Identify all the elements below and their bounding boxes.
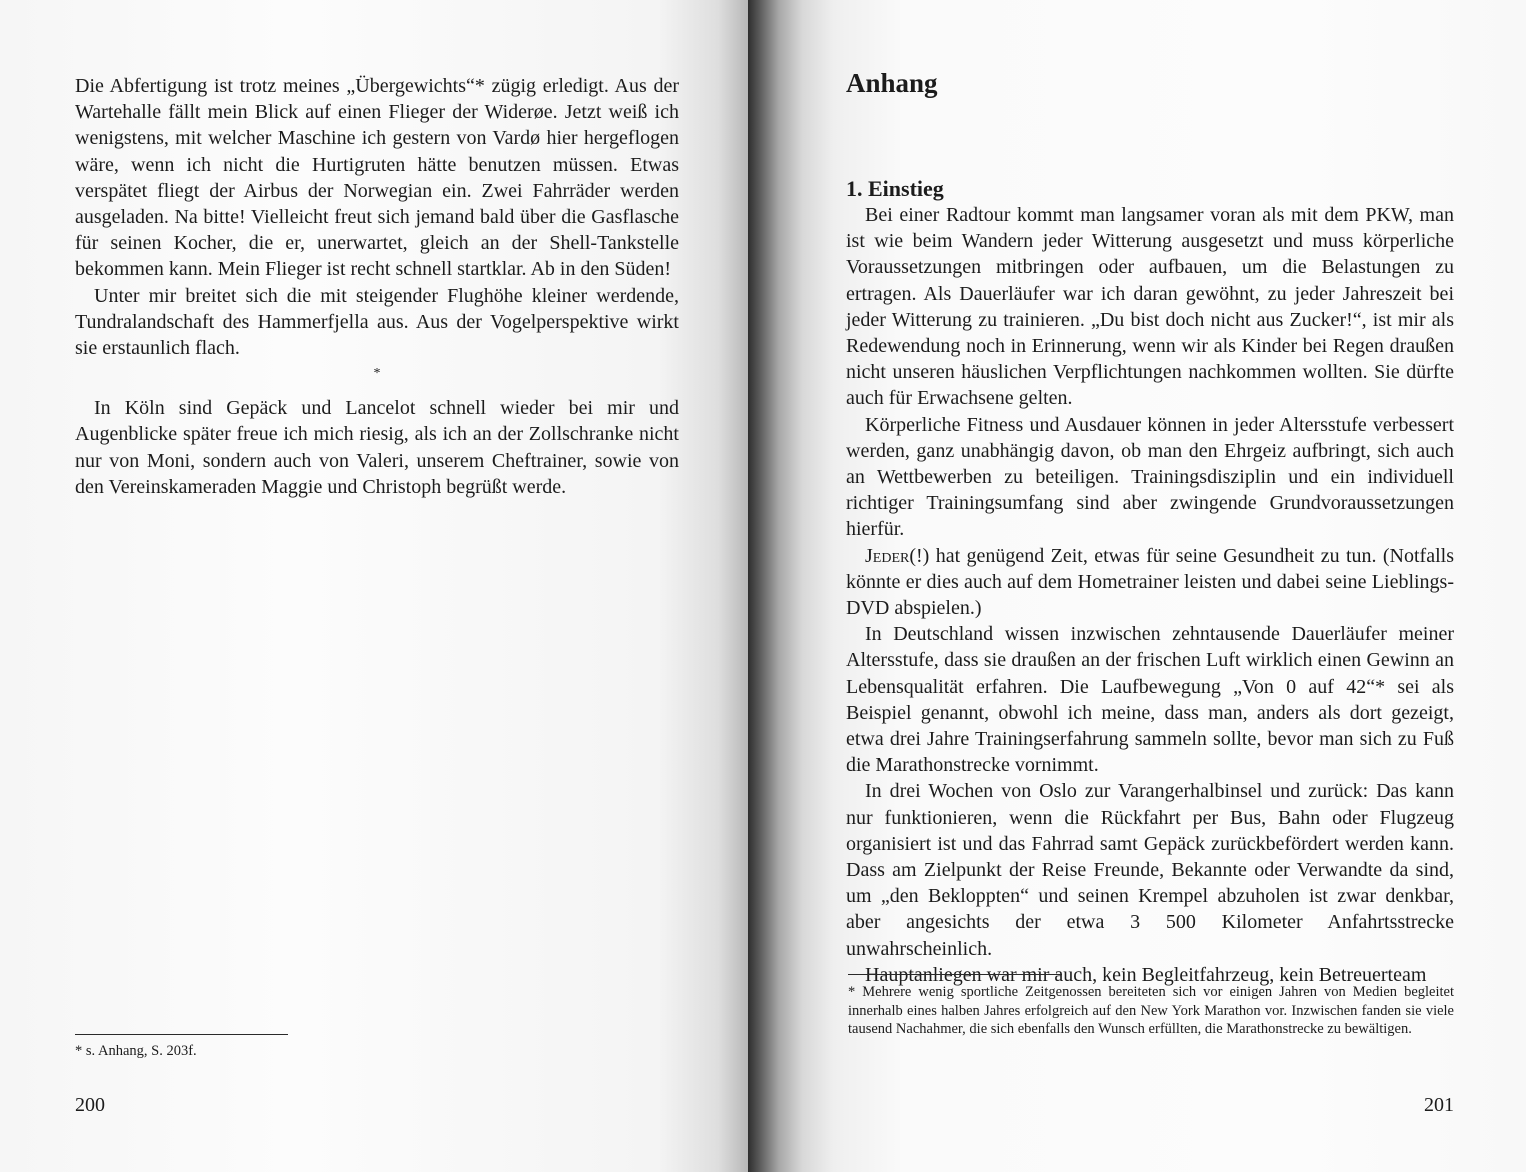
footnote-divider: [848, 974, 1062, 975]
page-number: 201: [1424, 1094, 1454, 1116]
left-page-body: [75, 73, 679, 500]
section-title: 1. Einstieg: [846, 176, 944, 201]
chapter-title: Anhang: [846, 68, 938, 98]
footnote-divider: [75, 1034, 288, 1035]
body-paragraph: Die Abfertigung ist trotz meines „Übergewichts“* zügig erledigt. Aus der Wartehalle fällt mein Blick auf einen Flieger der Widerøe. Jetzt weiß ich wenigstens, mit welcher Maschine ich gestern von Vardø hier hergeflogen wäre, wenn ich nicht die Hurtigruten hätte benutzen müssen. Etwas verspätet fliegt der Airbus der Norwegian ein. Zwei Fahrräder werden ausgeladen. Na bitte! Vielleicht freut sich jemand bald über die Gasflasche für seinen Kocher, die er, unerwartet, gleich an der Shell-Tankstelle bekommen kann. Mein Flieger ist recht schnell startklar. Ab in den Süden!: [75, 75, 679, 281]
section-separator: *: [373, 366, 381, 382]
body-paragraph: Körperliche Fitness und Ausdauer können in jeder Altersstufe verbessert werden, ganz unabhängig davon, ob man den Ehrgeiz aufbringt, sich auch an Wettbewerben zu beteiligen. Trainingsdisziplin und ein individuell richtiger Trainingsumfang sind aber zwingende Grundvoraussetzungen hierfür.: [846, 413, 1454, 541]
body-paragraph: In drei Wochen von Oslo zur Varangerhalbinsel und zurück: Das kann nur funktionieren, wenn die Rückfahrt per Bus, Bahn oder Flugzeug organisiert ist und das Fahrrad samt Gepäck zurückbefördert werden kann. Dass am Zielpunkt der Reise Freunde, Bekannte oder Verwandte da sind, um „den Bekloppten“ und seinen Krempel abzuholen ist zwar denkbar, aber angesichts der etwa 3 500 Kilometer Anfahrtsstrecke unwahrscheinlich.: [846, 780, 1454, 960]
page-number: 200: [75, 1094, 105, 1116]
body-paragraph: Unter mir breitet sich die mit steigender Flughöhe kleiner werdende, Tundralandschaft des Hammerfjella aus. Aus der Vogelperspektive wirkt sie erstaunlich flach.: [75, 284, 679, 360]
footnote: * Mehrere wenig sportliche Zeitgenossen bereiteten sich vor einigen Jahren von Medien begleitet innerhalb eines halben Jahres erfolgreich auf den New York Marathon vor. Inzwischen fanden sie viele tausend Nachahmer, die sich ebenfalls den Wunsch erfüllten, die Marathonstrecke zu bewältigen.: [848, 984, 1454, 1037]
footnote: * s. Anhang, S. 203f.: [75, 1043, 197, 1059]
body-paragraph: Bei einer Radtour kommt man langsamer voran als mit dem PKW, man ist wie beim Wandern jeder Witterung ausgesetzt und muss körperliche Voraussetzungen mitbringen oder aufbauen, um die Belastungen zu ertragen. Als Dauerläufer war ich daran gewöhnt, zu jeder Jahreszeit bei jeder Witterung zu trainieren. „Du bist doch nicht aus Zucker!“, ist mir als Redewendung noch in Erinnerung, wenn wir als Kinder bei Regen draußen nicht unseren häuslichen Verpflichtungen nachkommen wollten. Sie dürfte auch für Erwachsene gelten.: [846, 204, 1454, 410]
body-paragraph: [846, 543, 1454, 622]
body-paragraph: In Deutschland wissen inzwischen zehntausende Dauerläufer meiner Altersstufe, dass sie draußen an der frischen Luft wirklich einen Gewinn an Lebensqualität erfahren. Die Laufbewegung „Von 0 auf 42“* sei als Beispiel genannt, obwohl ich meine, dass man, anders als dort gezeigt, etwa drei Jahre Trainingserfahrung sammeln sollte, bevor man sich zu Fuß die Marathonstrecke vornimmt.: [846, 623, 1454, 777]
emphasized-word: Jeder: [865, 544, 910, 567]
body-paragraph: In Köln sind Gepäck und Lancelot schnell wieder bei mir und Augenblicke später freue ich mich riesig, als ich an der Zollschranke nicht nur von Moni, sondern auch von Valeri, unserem Cheftrainer, sowie von den Vereinskameraden Maggie und Christoph begrüßt werde.: [75, 397, 679, 498]
body-paragraph: Hauptanliegen war mir auch, kein Begleitfahrzeug, kein Betreuerteam: [865, 963, 1427, 986]
right-page-body: [846, 202, 1454, 988]
paragraph-text: (!) hat genügend Zeit, etwas für seine Gesundheit zu tun. (Notfalls könnte er dies auch auf dem Hometrainer leisten und dabei seine Lieblings-DVD abspielen.): [846, 544, 1454, 620]
